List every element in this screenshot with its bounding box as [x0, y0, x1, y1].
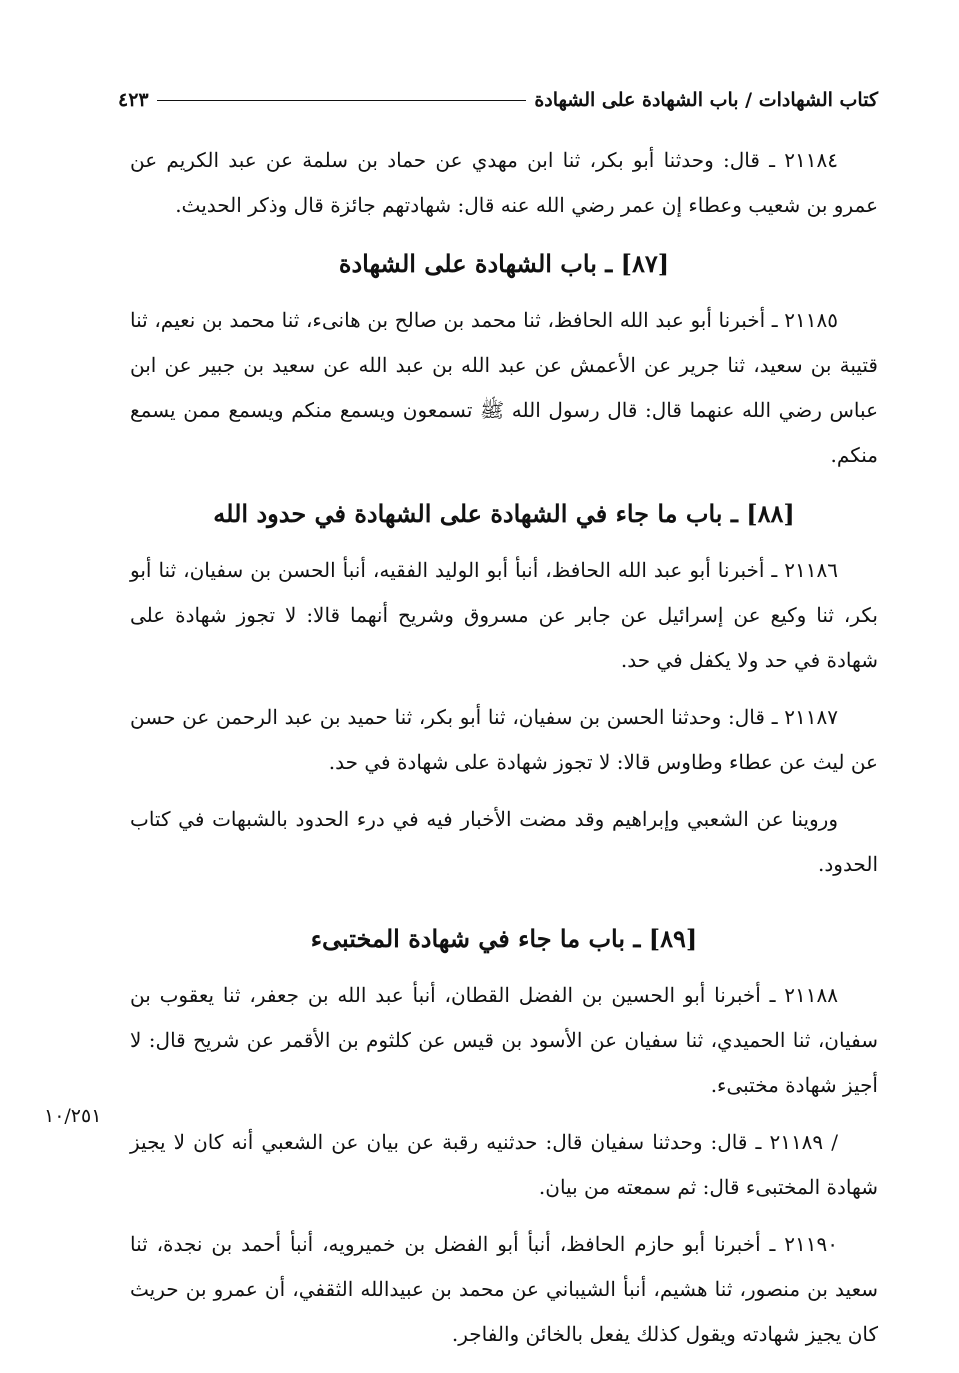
header-title: كتاب الشهادات / باب الشهادة على الشهادة — [534, 89, 878, 111]
hadith-21189: / ٢١١٨٩ ـ قال: وحدثنا سفيان قال: حدثنيه رقبة عن بيان عن الشعبي أنه كان لا يجيز شهادة المختبىء قال: ثم سمعته من بيان. — [130, 1130, 878, 1199]
chapter-heading-88: [٨٨] ـ باب ما جاء في الشهادة على الشهادة في حدود الله — [213, 499, 795, 528]
commentary-paragraph: وروينا عن الشعبي وإبراهيم وقد مضت الأخبار فيه في درء الحدود بالشبهات في كتاب الحدود. — [130, 807, 878, 876]
chapter-heading-87: [٨٧] ـ باب الشهادة على الشهادة — [338, 249, 670, 278]
chapter-heading-89: [٨٩] ـ باب ما جاء في شهادة المختبىء — [310, 924, 698, 953]
margin-volume-reference: ١٠/٢٥١ — [44, 1105, 102, 1127]
header-rule — [157, 100, 527, 101]
hadith-21188: ٢١١٨٨ ـ أخبرنا أبو الحسين بن الفضل القطان، أنبأ عبد الله بن جعفر، ثنا يعقوب بن سفيان، ثنا الحميدي، ثنا سفيان عن الأسود بن قيس عن كلثوم بن الأقمر عن شريح قال: لا أجيز شهادة مختبىء. — [130, 983, 878, 1097]
running-header — [118, 82, 878, 118]
hadith-21187: ٢١١٨٧ ـ قال: وحدثنا الحسن بن سفيان، ثنا أبو بكر، ثنا حميد بن عبد الرحمن عن حسن عن ليث عن عطاء وطاوس قالا: لا تجوز شهادة على شهادة في حد. — [130, 705, 878, 774]
page-body — [130, 138, 878, 1369]
page-number: ٤٢٣ — [118, 89, 149, 111]
hadith-21186: ٢١١٨٦ ـ أخبرنا أبو عبد الله الحافظ، أنبأ أبو الوليد الفقيه، أنبأ الحسن بن سفيان، ثنا أبو بكر، ثنا وكيع عن إسرائيل عن جابر عن مسروق وشريح أنهما قالا: لا تجوز شهادة على شهادة في حد ولا يكفل في حد. — [130, 558, 878, 672]
hadith-21185: ٢١١٨٥ ـ أخبرنا أبو عبد الله الحافظ، ثنا محمد بن صالح بن هانىء، ثنا محمد بن نعيم، ثنا قتيبة بن سعيد، ثنا جرير عن الأعمش عن عبد الله بن عبد الله عن سعيد بن جبير عن ابن عباس رضي الله عنهما قال: قال رسول الله ﷺ تسمعون ويسمع منكم ويسمع ممن يسمع منكم. — [130, 308, 878, 467]
hadith-21190: ٢١١٩٠ ـ أخبرنا أبو حازم الحافظ، أنبأ أبو الفضل بن خميرويه، أنبأ أحمد بن نجدة، ثنا سعيد بن منصور، ثنا هشيم، أنبأ الشيباني عن محمد بن عبيدالله الثقفي، أن عمرو بن حريث كان يجيز شهادته ويقول كذلك يفعل بالخائن والفاجر. — [130, 1232, 878, 1346]
hadith-21184: ٢١١٨٤ ـ قال: وحدثنا أبو بكر، ثنا ابن مهدي عن حماد بن سلمة عن عبد الكريم عن عمرو بن شعيب وعطاء إن عمر رضي الله عنه قال: شهادتهم جائزة قال وذكر الحديث. — [130, 148, 878, 217]
